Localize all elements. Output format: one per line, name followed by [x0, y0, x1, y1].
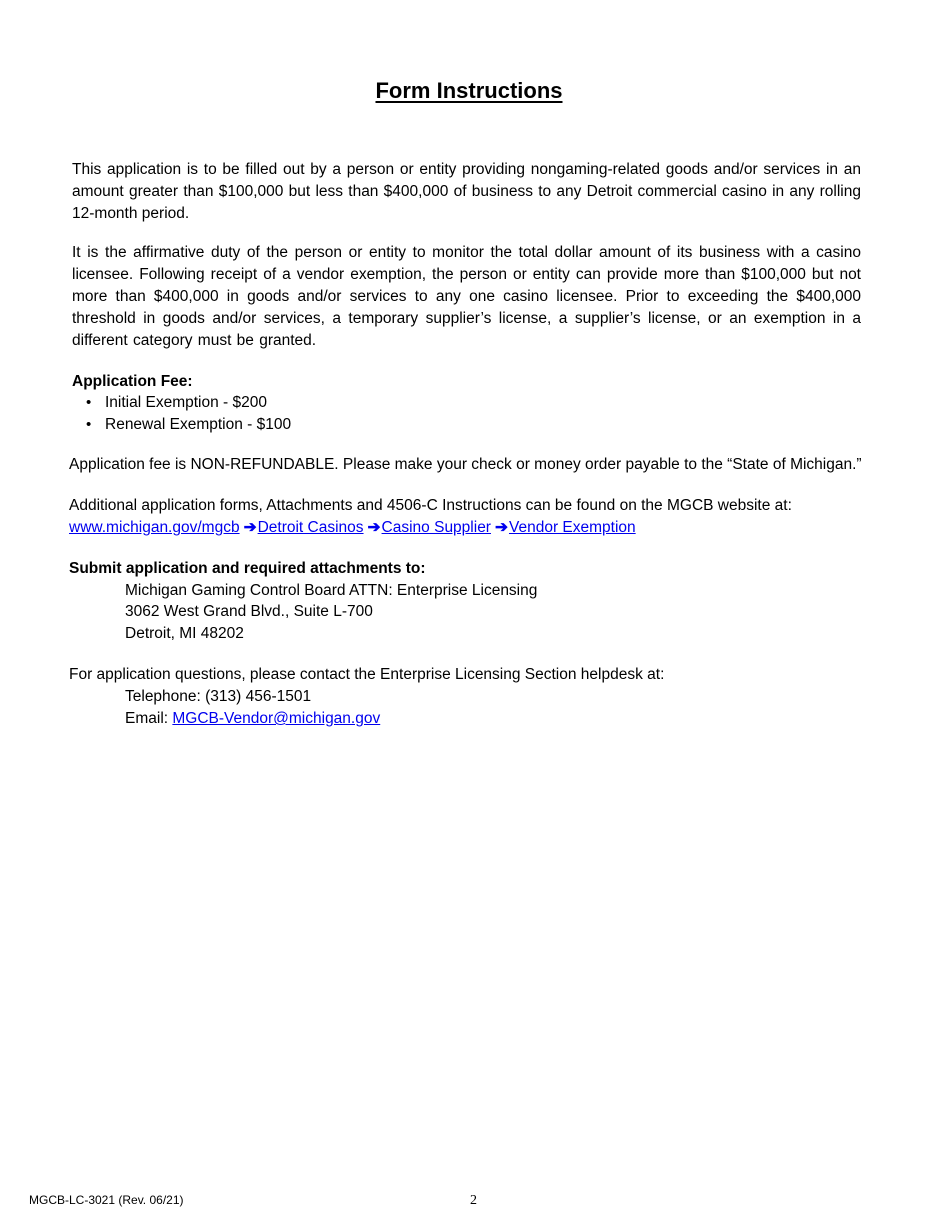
contact-telephone: Telephone: (313) 456-1501 — [125, 688, 312, 705]
non-refundable-note: Application fee is NON-REFUNDABLE. Please make your check or money order payable to the “State of Michigan.” — [69, 456, 862, 473]
email-label: Email: — [125, 710, 173, 727]
duty-paragraph: It is the affirmative duty of the person or entity to monitor the total dollar amount of its business with a casino licensee. Following receipt of a vendor exemption, the person or entity can provide more than $100,000 but not more than $400,000 in goods and/or services to any one casino licensee. Prior to exceeding the $400,000 threshold in goods and/or services, a temporary supplier’s license, a supplier’s license, or an exemption in a different category must be granted. — [72, 244, 861, 349]
list-item — [72, 414, 291, 436]
fee-item-initial: Initial Exemption - $200 — [105, 394, 267, 411]
vendor-exemption-link[interactable]: Vendor Exemption — [508, 519, 636, 536]
page-title: Form Instructions — [375, 78, 563, 103]
email-link[interactable]: MGCB-Vendor@michigan.gov — [172, 710, 381, 727]
address-line-1: Michigan Gaming Control Board ATTN: Enterprise Licensing — [125, 582, 538, 599]
submit-heading: Submit application and required attachments to: — [69, 560, 426, 577]
list-item — [72, 392, 291, 414]
website-link[interactable]: www.michigan.gov/mgcb — [69, 519, 240, 536]
fee-list — [72, 392, 291, 436]
bullet-icon: • — [86, 416, 92, 433]
casino-supplier-link[interactable]: Casino Supplier — [381, 519, 491, 536]
fee-heading: Application Fee: — [72, 373, 193, 390]
detroit-casinos-link[interactable]: Detroit Casinos — [257, 519, 364, 536]
contact-text: For application questions, please contact the Enterprise Licensing Section helpdesk at: — [69, 666, 665, 683]
arrow-right-icon: ➔ — [367, 519, 381, 536]
intro-paragraph: This application is to be filled out by a person or entity providing nongaming-related goods and/or services in an amount greater than $100,000 but less than $400,000 of business to any Detroit commercial casino in any rolling 12-month period. — [72, 161, 861, 222]
arrow-right-icon: ➔ — [243, 519, 257, 536]
address-line-3: Detroit, MI 48202 — [125, 625, 244, 642]
form-id: MGCB-LC-3021 (Rev. 06/21) — [29, 1193, 184, 1207]
arrow-right-icon: ➔ — [494, 519, 508, 536]
additional-forms-text: Additional application forms, Attachments and 4506-C Instructions can be found on the MGCB website at: — [69, 497, 792, 514]
website-path — [69, 517, 636, 539]
fee-item-renewal: Renewal Exemption - $100 — [105, 416, 292, 433]
address-line-2: 3062 West Grand Blvd., Suite L-700 — [125, 603, 373, 620]
page-number: 2 — [470, 1193, 477, 1208]
bullet-icon: • — [86, 394, 92, 411]
contact-email — [125, 708, 380, 730]
